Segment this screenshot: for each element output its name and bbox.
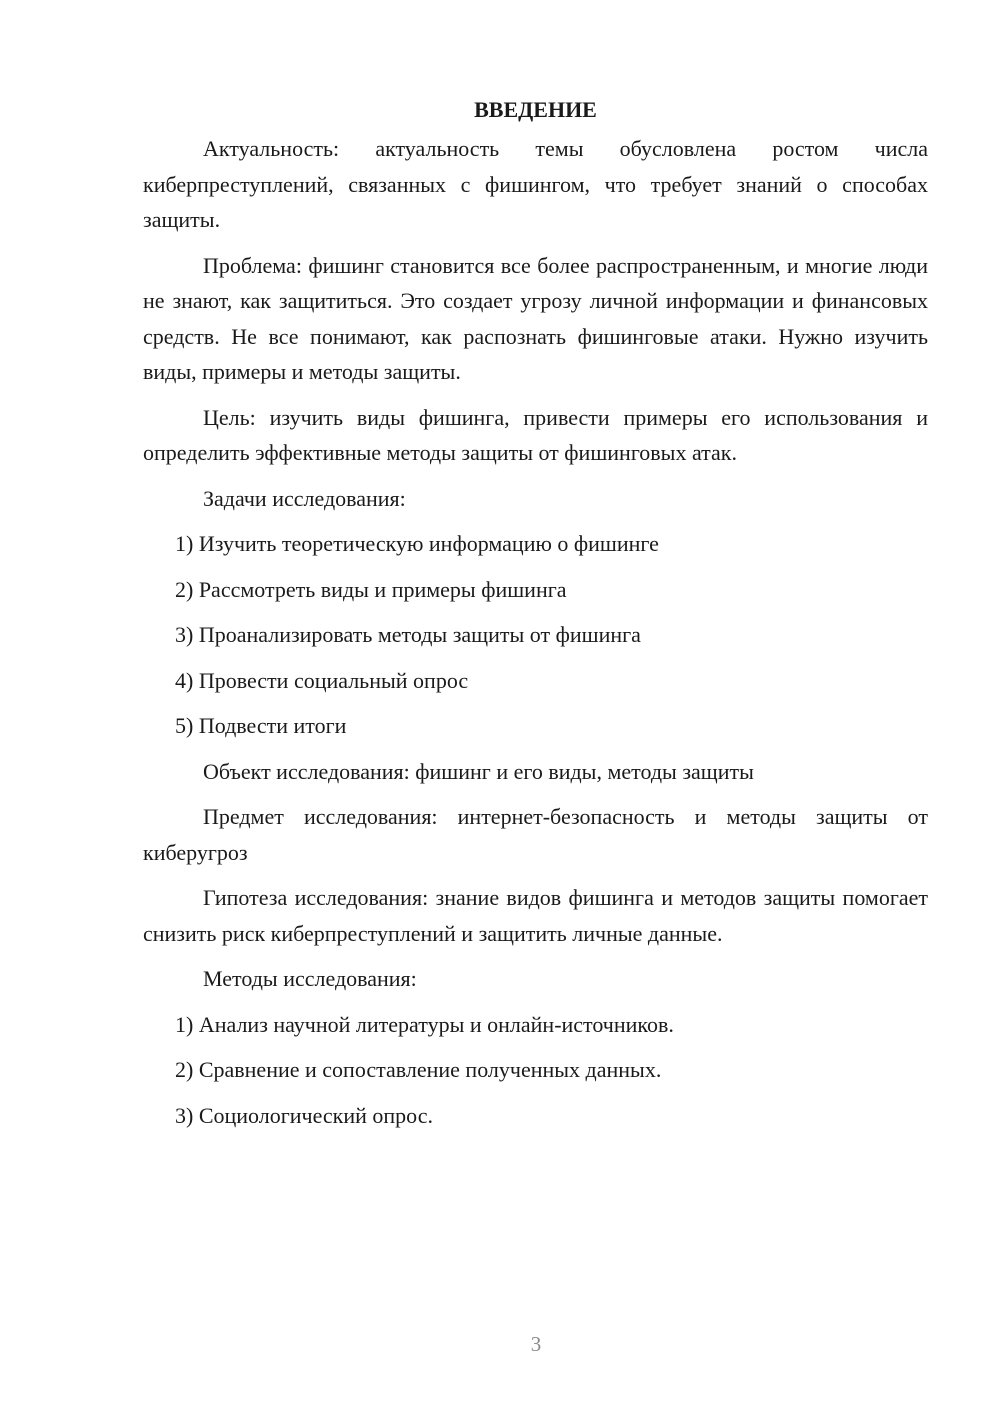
list-item-task: 3) Проанализировать методы защиты от фишинга — [175, 622, 641, 647]
hypothesis-paragraph: Гипотеза исследования: знание видов фишинга и методов защиты помогает снизить риск киберпреступлений и защитить личные данные. — [143, 885, 928, 946]
tasks-label: Задачи исследования: — [203, 485, 406, 511]
subject-paragraph: Предмет исследования: интернет-безопасность и методы защиты от киберугроз — [143, 804, 928, 865]
list-item-task: 5) Подвести итоги — [175, 713, 347, 738]
document-page — [143, 92, 928, 1143]
list-item-task: 1) Изучить теоретическую информацию о фишинге — [175, 531, 659, 556]
list-item-task: 2) Рассмотреть виды и примеры фишинга — [175, 576, 567, 602]
list-item-method: 3) Социологический опрос. — [175, 1102, 433, 1128]
list-item-method: 2) Сравнение и сопоставление полученных данных. — [175, 1057, 662, 1082]
methods-label: Методы исследования: — [203, 966, 417, 991]
page-number: 3 — [530, 1332, 542, 1356]
relevance-paragraph: Актуальность: актуальность темы обусловлена ростом числа киберпреступлений, связанных с фишингом, что требует знаний о способах защиты. — [143, 136, 928, 232]
list-item-method: 1) Анализ научной литературы и онлайн-источников. — [175, 1011, 674, 1037]
problem-paragraph: Проблема: фишинг становится все более распространенным, и многие люди не знают, как защититься. Это создает угрозу личной информации и финансовых средств. Не все понимают, как распознать фишинговые атаки. Нужно изучить виды, примеры и методы защиты. — [143, 252, 928, 384]
section-heading: ВВЕДЕНИЕ — [474, 97, 597, 122]
object-paragraph: Объект исследования: фишинг и его виды, методы защиты — [203, 758, 754, 784]
list-item-task: 4) Провести социальный опрос — [175, 667, 469, 693]
goal-paragraph: Цель: изучить виды фишинга, привести примеры его использования и определить эффективные методы защиты от фишинговых атак. — [143, 404, 928, 465]
